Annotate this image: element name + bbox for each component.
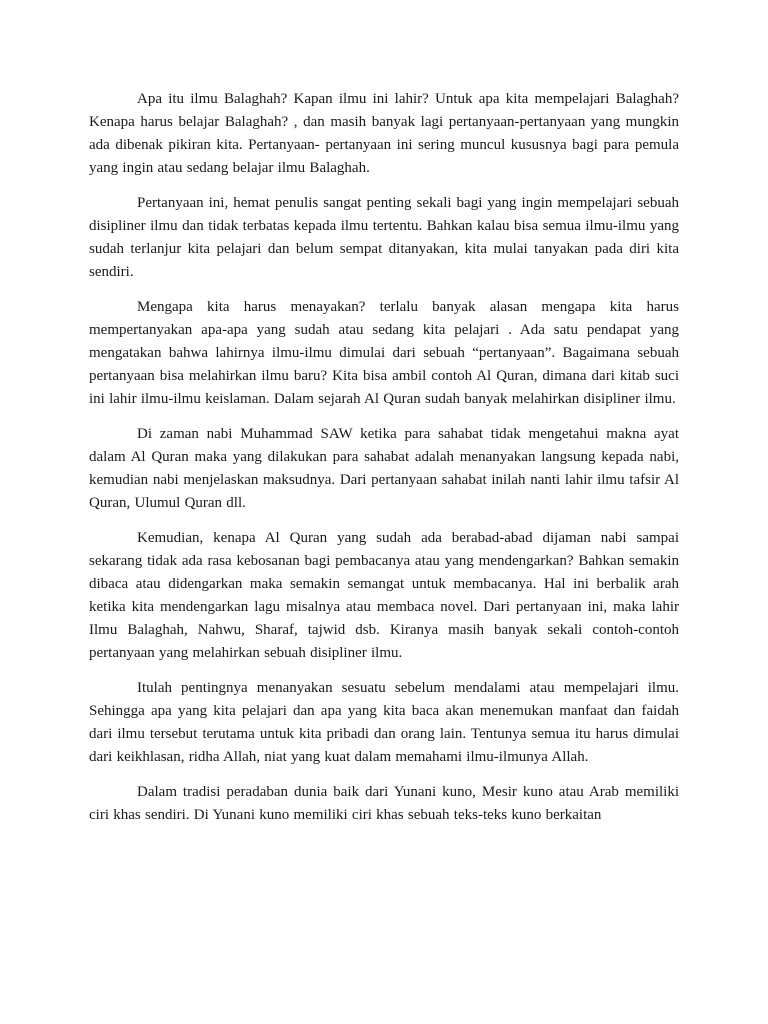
paragraph-1: Apa itu ilmu Balaghah? Kapan ilmu ini lahir? Untuk apa kita mempelajari Balaghah? Kenapa harus belajar Balaghah? , dan masih banyak lagi pertanyaan-pertanyaan yang mungkin ada dibenak pikiran kita. Pertanyaan- pertanyaan ini sering muncul kususnya bagi para pemula yang ingin atau sedang belajar ilmu Balaghah. (89, 91, 679, 176)
paragraph-4: Di zaman nabi Muhammad SAW ketika para sahabat tidak mengetahui makna ayat dalam Al Quran maka yang dilakukan para sahabat adalah menanyakan langsung kepada nabi, kemudian nabi menjelaskan maksudnya. Dari pertanyaan sahabat inilah nanti lahir ilmu tafsir Al Quran, Ulumul Quran dll. (89, 426, 679, 511)
paragraph-2: Pertanyaan ini, hemat penulis sangat penting sekali bagi yang ingin mempelajari sebuah disipliner ilmu dan tidak terbatas kepada ilmu tertentu. Bahkan kalau bisa semua ilmu-ilmu yang sudah terlanjur kita pelajari dan belum sempat ditanyakan, kita mulai tanyakan pada diri kita sendiri. (89, 195, 679, 280)
paragraph-5: Kemudian, kenapa Al Quran yang sudah ada berabad-abad dijaman nabi sampai sekarang tidak ada rasa kebosanan bagi pembacanya atau yang mendengarkan? Bahkan semakin dibaca atau didengarkan maka semakin semangat untuk membacanya. Hal ini berbalik arah ketika kita mendengarkan lagu misalnya atau membaca novel. Dari pertanyaan ini, maka lahir Ilmu Balaghah, Nahwu, Sharaf, tajwid dsb. Kiranya masih banyak sekali contoh-contoh pertanyaan yang melahirkan sebuah disipliner ilmu. (89, 530, 679, 661)
paragraph-6: Itulah pentingnya menanyakan sesuatu sebelum mendalami atau mempelajari ilmu. Sehingga apa yang kita pelajari dan apa yang kita baca akan menemukan manfaat dan faidah dari ilmu tersebut terutama untuk kita pribadi dan orang lain. Tentunya semua itu harus dimulai dari keikhlasan, ridha Allah, niat yang kuat dalam memahami ilmu-ilmunya Allah. (89, 680, 679, 765)
paragraph-7: Dalam tradisi peradaban dunia baik dari Yunani kuno, Mesir kuno atau Arab memiliki ciri khas sendiri. Di Yunani kuno memiliki ciri khas sebuah teks-teks kuno berkaitan (89, 784, 679, 823)
document-page (89, 88, 679, 839)
paragraph-3: Mengapa kita harus menayakan? terlalu banyak alasan mengapa kita harus mempertanyakan apa-apa yang sudah atau sedang kita pelajari . Ada satu pendapat yang mengatakan bahwa lahirnya ilmu-ilmu dimulai dari sebuah “pertanyaan”. Bagaimana sebuah pertanyaan bisa melahirkan ilmu baru? Kita bisa ambil contoh Al Quran, dimana dari kitab suci ini lahir ilmu-ilmu keislaman. Dalam sejarah Al Quran sudah banyak melahirkan disipliner ilmu. (89, 299, 679, 407)
